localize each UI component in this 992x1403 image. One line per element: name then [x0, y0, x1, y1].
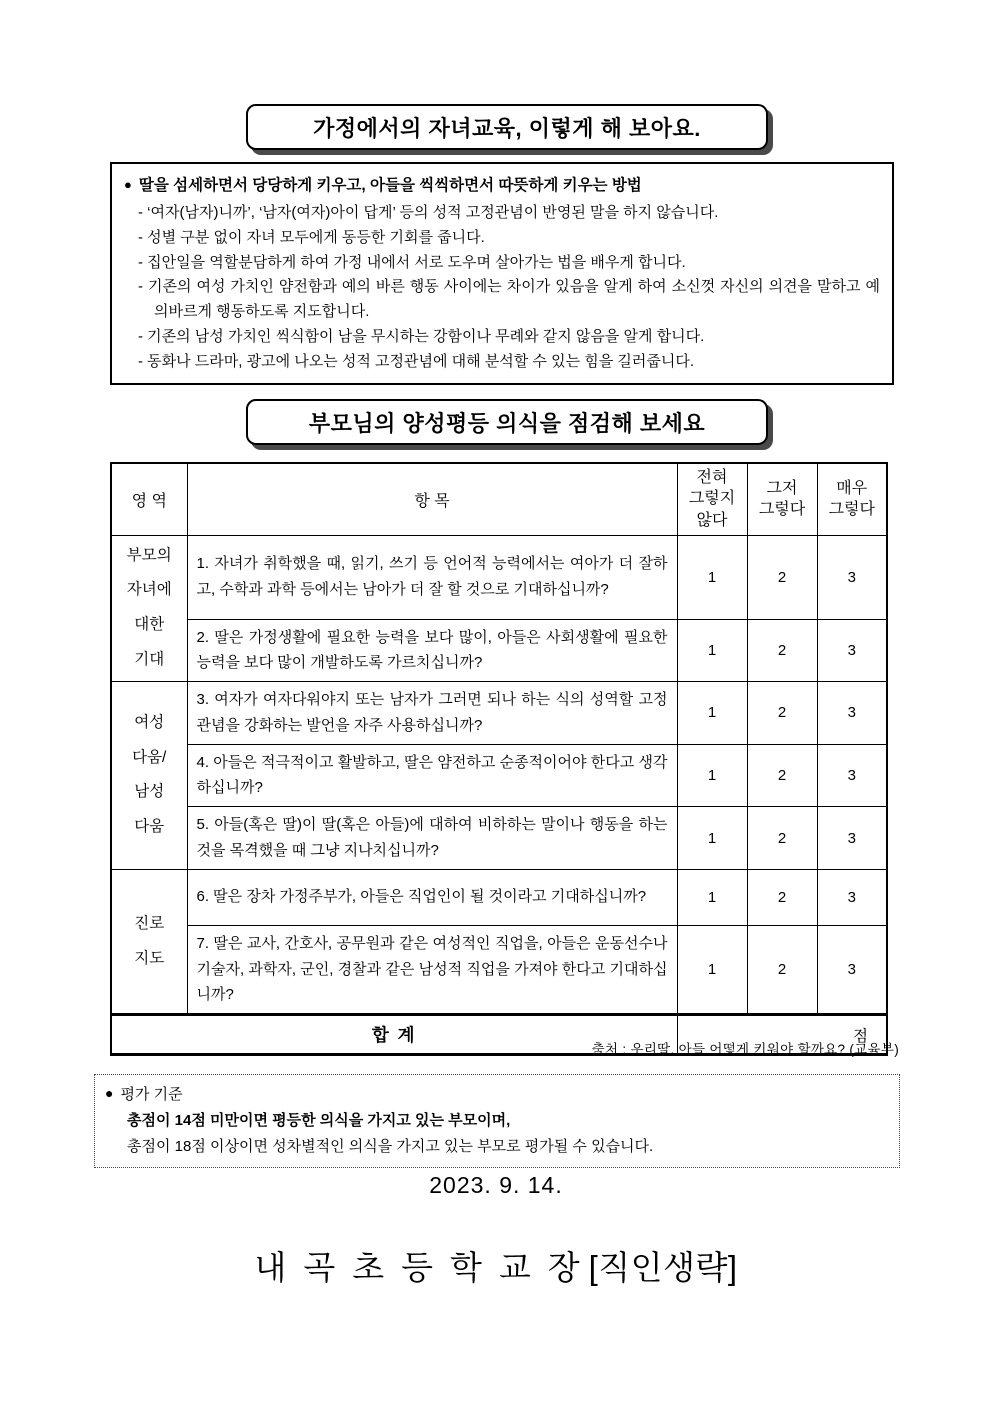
- section-title-equality-check: [246, 399, 768, 445]
- table-row: [111, 682, 887, 745]
- criteria-line: 총점이 14점 미만이면 평등한 의식을 가지고 있는 부모이며,: [127, 1111, 511, 1129]
- tip-item: - 집안일을 역할분담하게 하여 가정 내에서 서로 도우며 살아가는 법을 배우게 합니다.: [138, 253, 686, 271]
- rating-cell: 3: [817, 744, 887, 807]
- col-header-area: 영 역: [111, 463, 187, 535]
- bullet-icon: ●: [124, 177, 132, 192]
- question-text: 7. 딸은 교사, 간호사, 공무원과 같은 여성적인 직업을, 아들은 운동선수나 기술자, 과학자, 군인, 경찰과 같은 남성적 직업을 가져야 한다고 기대하십니까?: [187, 925, 677, 1014]
- question-text: 4. 아들은 적극적이고 활발하고, 딸은 얌전하고 순종적이어야 한다고 생각하십니까?: [187, 744, 677, 807]
- section-title-home-education: [246, 104, 768, 150]
- rating-cell: 3: [817, 869, 887, 925]
- tip-item: - ‘여자(남자)니까’, ‘남자(여자)아이 답게’ 등의 성적 고정관념이 반영된 말을 하지 않습니다.: [138, 203, 719, 221]
- criteria-heading-text: 평가 기준: [120, 1086, 183, 1103]
- question-text: 3. 여자가 여자다워야지 또는 남자가 그러면 되나 하는 식의 성역할 고정관념을 강화하는 발언을 자주 사용하십니까?: [187, 682, 677, 745]
- total-points-unit: 점: [677, 1015, 887, 1055]
- evaluation-criteria-box: [94, 1074, 900, 1168]
- parenting-tips-box: [110, 162, 894, 385]
- rating-cell: 3: [817, 682, 887, 745]
- criteria-line: 총점이 18점 이상이면 성차별적인 의식을 가지고 있는 부모로 평가될 수 있습니다.: [127, 1137, 654, 1155]
- tips-heading-text: 딸을 섬세하면서 당당하게 키우고, 아들을 씩씩하면서 따뜻하게 키우는 방법: [138, 177, 642, 194]
- table-row: [111, 535, 887, 619]
- col-header-scale-very: 매우 그렇다: [817, 463, 887, 535]
- rating-cell: 1: [677, 619, 747, 682]
- equality-survey-table: [110, 462, 888, 1056]
- seal-omitted-note: [직인생략]: [588, 1249, 738, 1286]
- tips-heading: [124, 173, 880, 199]
- rating-cell: 2: [747, 619, 817, 682]
- section-title-home-education-text: 가정에서의 자녀교육, 이렇게 해 보아요.: [313, 115, 701, 141]
- rating-cell: 2: [747, 744, 817, 807]
- source-citation: 출처 : 우리딸, 아들 어떻게 키워야 할까요? (교육부): [591, 1042, 899, 1057]
- area-cell-expectation: 부모의 자녀에 대한 기대: [111, 535, 187, 682]
- signature-line: [0, 1242, 992, 1289]
- rating-cell: 3: [817, 807, 887, 870]
- tip-item: - 기존의 남성 가치인 씩식함이 남을 무시하는 강함이나 무례와 같지 않음을 알게 합니다.: [138, 328, 705, 346]
- rating-cell: 2: [747, 869, 817, 925]
- col-header-scale-never: 전혀 그렇지 않다: [677, 463, 747, 535]
- rating-cell: 2: [747, 925, 817, 1014]
- table-row: [111, 925, 887, 1014]
- area-cell-career-guidance: 진로 지도: [111, 869, 187, 1014]
- criteria-heading: [105, 1082, 887, 1108]
- rating-cell: 1: [677, 744, 747, 807]
- question-text: 1. 자녀가 취학했을 때, 읽기, 쓰기 등 언어적 능력에서는 여아가 더 잘하고, 수학과 과학 등에서는 남아가 더 잘 할 것으로 기대하십니까?: [187, 535, 677, 619]
- rating-cell: 1: [677, 682, 747, 745]
- principal-signature: 내곡초등학교장: [254, 1249, 597, 1286]
- rating-cell: 3: [817, 535, 887, 619]
- area-cell-femininity-masculinity: 여성 다움/ 남성 다움: [111, 682, 187, 870]
- total-label: 합 계: [111, 1015, 677, 1055]
- table-row: [111, 619, 887, 682]
- rating-cell: 2: [747, 682, 817, 745]
- table-header-row: [111, 463, 887, 535]
- tip-item: - 동화나 드라마, 광고에 나오는 성적 고정관념에 대해 분석할 수 있는 힘을 길러줍니다.: [138, 353, 695, 371]
- tip-item: - 기존의 여성 가치인 얌전함과 예의 바른 행동 사이에는 차이가 있음을 알게 하여 소신껏 자신의 의견을 말하고 예의바르게 행동하도록 지도합니다.: [138, 278, 880, 321]
- rating-cell: 1: [677, 535, 747, 619]
- table-row: [111, 807, 887, 870]
- table-row: [111, 869, 887, 925]
- question-text: 5. 아들(혹은 딸)이 딸(혹은 아들)에 대하여 비하하는 말이나 행동을 하는 것을 목격했을 때 그냥 지나치십니까?: [187, 807, 677, 870]
- rating-cell: 3: [817, 925, 887, 1014]
- bullet-icon: ●: [105, 1085, 114, 1101]
- rating-cell: 2: [747, 535, 817, 619]
- question-text: 6. 딸은 장차 가정주부가, 아들은 직업인이 될 것이라고 기대하십니까?: [187, 869, 677, 925]
- table-row: [111, 744, 887, 807]
- rating-cell: 1: [677, 807, 747, 870]
- rating-cell: 1: [677, 925, 747, 1014]
- section-title-equality-check-text: 부모님의 양성평등 의식을 점검해 보세요: [308, 410, 706, 436]
- col-header-scale-sometimes: 그저 그렇다: [747, 463, 817, 535]
- rating-cell: 2: [747, 807, 817, 870]
- col-header-item: 항 목: [187, 463, 677, 535]
- tip-item: - 성별 구분 없이 자녀 모두에게 동등한 기회를 줍니다.: [138, 228, 485, 246]
- question-text: 2. 딸은 가정생활에 필요한 능력을 보다 많이, 아들은 사회생활에 필요한 능력을 보다 많이 개발하도록 가르치십니까?: [187, 619, 677, 682]
- rating-cell: 3: [817, 619, 887, 682]
- issue-date: 2023. 9. 14.: [429, 1172, 563, 1198]
- rating-cell: 1: [677, 869, 747, 925]
